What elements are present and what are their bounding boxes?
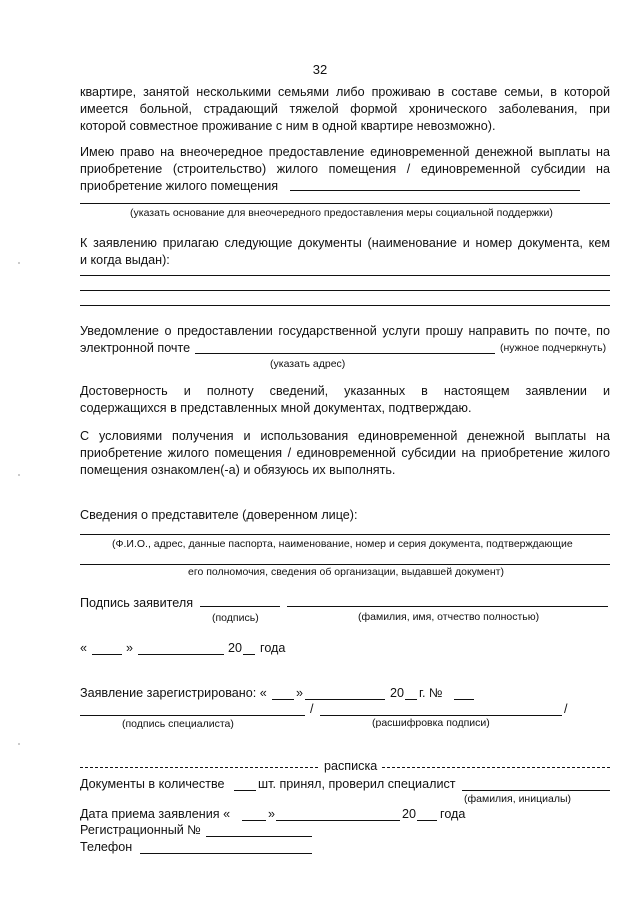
text-line: приобретение жилого помещения / единовременной субсидии на приобретение жилого <box>80 446 610 460</box>
registration-month-field[interactable] <box>305 699 385 700</box>
date-open-quote: « <box>80 641 88 655</box>
phone-label: Телефон <box>80 840 133 854</box>
receipt-registration-number-field[interactable] <box>206 836 312 837</box>
receiving-specialist-field[interactable] <box>462 790 610 791</box>
documents-field-2[interactable] <box>80 290 610 291</box>
text-line: приобретение (строительство) жилого помещения / единовременной субсидии на <box>80 162 610 176</box>
receipt-year-suffix: года <box>440 807 466 821</box>
registration-number-label: Регистрационный № <box>80 823 201 837</box>
date-year-field[interactable] <box>243 654 255 655</box>
paragraph-living-conditions <box>80 84 610 135</box>
signature-decoding-field[interactable] <box>320 715 562 716</box>
paragraph-priority-right <box>80 144 610 195</box>
receipt-year-prefix: 20 <box>402 807 417 821</box>
slash-separator: / <box>310 702 314 716</box>
paragraph-conditions <box>80 428 610 479</box>
text-line: Достоверность и полноту сведений, указанных в настоящем заявлении и <box>80 384 610 398</box>
registration-close-quote: » <box>296 686 304 700</box>
priority-basis-field[interactable] <box>290 190 580 191</box>
scan-artifact <box>18 474 20 476</box>
hint-representative-2: его полномочия, сведения об организации, выдавшей документ) <box>188 566 504 578</box>
receipt-separator-right <box>382 767 610 768</box>
text-line: имеется больной, страдающий тяжелой формой хронического заболевания, при <box>80 102 610 116</box>
receipt-day-field[interactable] <box>242 820 266 821</box>
docs-count-suffix: шт. принял, проверил специалист <box>258 777 456 791</box>
email-address-field[interactable] <box>195 353 495 354</box>
registration-day-field[interactable] <box>272 699 294 700</box>
text-line: Уведомление о предоставлении государственной услуги прошу направить по почте, по <box>80 324 610 338</box>
applicant-signature-field[interactable] <box>200 606 280 607</box>
text-line: квартире, занятой несколькими семьями либо проживаю в составе семьи, в которой <box>80 85 610 99</box>
specialist-signature-field[interactable] <box>80 715 305 716</box>
hint-full-name: (фамилия, имя, отчество полностью) <box>358 611 540 623</box>
hint-signature: (подпись) <box>212 612 259 624</box>
page-number: 32 <box>312 62 328 77</box>
text-line: С условиями получения и использования единовременной денежной выплаты на <box>80 429 610 443</box>
date-day-field[interactable] <box>92 654 122 655</box>
slash-separator: / <box>564 702 568 716</box>
registration-year-prefix: 20 <box>390 686 405 700</box>
date-close-quote: » <box>126 641 134 655</box>
hint-representative-1: (Ф.И.О., адрес, данные паспорта, наименование, номер и серия документа, подтверждающие <box>112 538 573 550</box>
date-year-prefix: 20 <box>228 641 243 655</box>
receipt-month-field[interactable] <box>276 820 400 821</box>
paragraph-confirmation <box>80 383 610 417</box>
hint-address: (указать адрес) <box>270 358 346 370</box>
hint-specialist-signature: (подпись специалиста) <box>122 718 234 730</box>
phone-field[interactable] <box>140 853 312 854</box>
text-line: и когда выдан): <box>80 253 170 267</box>
registration-number-field[interactable] <box>454 699 474 700</box>
docs-count-field[interactable] <box>234 790 256 791</box>
hint-underline-needed: (нужное подчеркнуть) <box>500 342 607 354</box>
representative-title: Сведения о представителе (доверенном лице): <box>80 508 358 522</box>
representative-field-2[interactable] <box>80 564 610 565</box>
registration-label: Заявление зарегистрировано: « <box>80 686 267 700</box>
paragraph-attached-documents <box>80 235 610 269</box>
hint-signature-decoding: (расшифровка подписи) <box>372 717 490 729</box>
date-year-suffix: года <box>260 641 286 655</box>
applicant-signature-label: Подпись заявителя <box>80 596 194 610</box>
receipt-label: расписка <box>324 759 378 773</box>
documents-field-1[interactable] <box>80 275 610 276</box>
date-month-field[interactable] <box>138 654 224 655</box>
applicant-full-name-field[interactable] <box>287 606 608 607</box>
text-line: помещения ознакомлен(-а) и обязуюсь их выполнять. <box>80 463 396 477</box>
registration-year-field[interactable] <box>405 699 417 700</box>
registration-year-suffix: г. № <box>419 686 443 700</box>
receipt-date-label: Дата приема заявления « <box>80 807 231 821</box>
receipt-separator-left <box>80 767 318 768</box>
documents-field-3[interactable] <box>80 305 610 306</box>
text-line: содержащихся в представленных мной документах, подтверждаю. <box>80 401 472 415</box>
receipt-date-close-quote: » <box>268 807 276 821</box>
docs-count-prefix: Документы в количестве <box>80 777 225 791</box>
text-line: Имею право на внеочередное предоставление единовременной денежной выплаты на <box>80 145 610 159</box>
priority-basis-field-2[interactable] <box>80 203 610 204</box>
text-line: которой совместное проживание с ним в одной квартире невозможно). <box>80 119 496 133</box>
text-line: электронной почте <box>80 341 191 355</box>
hint-surname-initials: (фамилия, инициалы) <box>464 793 571 805</box>
text-line: приобретение жилого помещения <box>80 179 279 193</box>
scan-artifact <box>18 262 20 264</box>
representative-field-1[interactable] <box>80 534 610 535</box>
text-line: К заявлению прилагаю следующие документы (наименование и номер документа, кем <box>80 236 610 250</box>
receipt-year-field[interactable] <box>417 820 437 821</box>
hint-priority-basis: (указать основание для внеочередного предоставления меры социальной поддержки) <box>130 207 553 219</box>
scan-artifact <box>18 743 20 745</box>
